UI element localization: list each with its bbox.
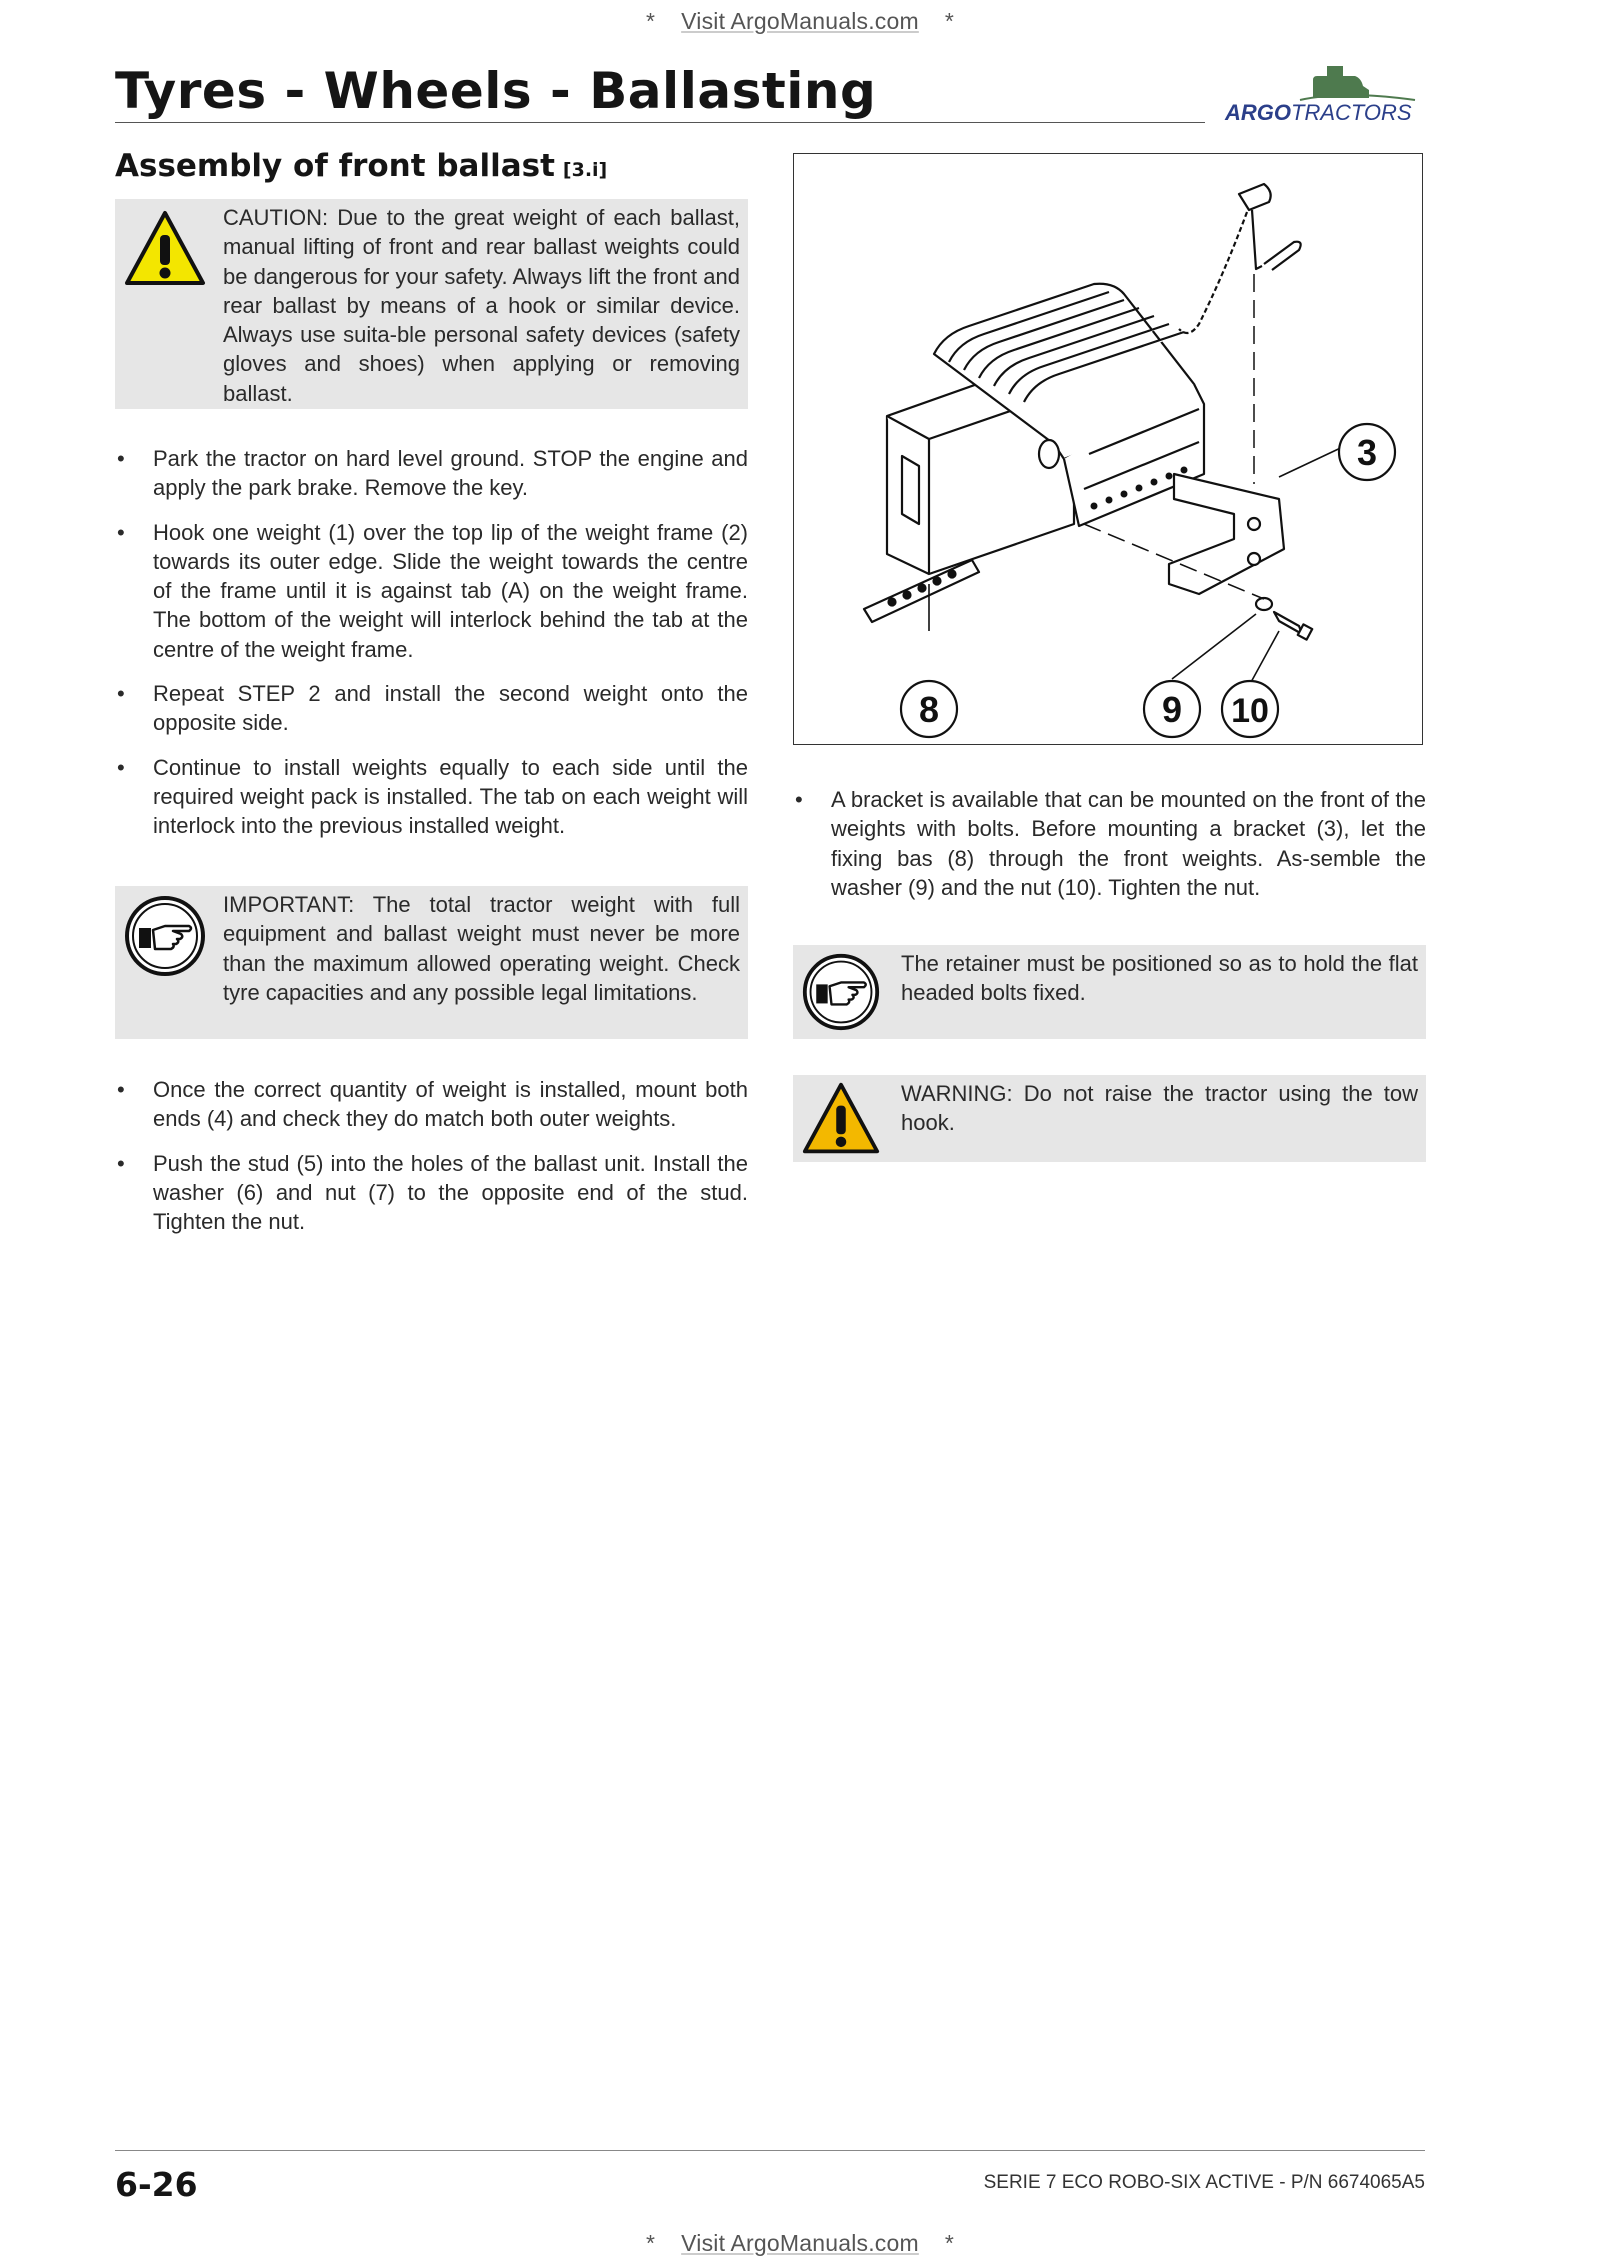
argo-tractors-logo	[1205, 60, 1425, 130]
list-item: • Hook one weight (1) over the top lip of the weight frame (2) towards its outer edge. Slide the weight towards the centre of the frame until it is against tab (A) on the weight frame. The bottom of the weight will interlock behind the tab at the centre of the weight frame.	[115, 518, 748, 664]
callout-8	[901, 681, 957, 737]
watermark-link[interactable]: Visit ArgoManuals.com	[681, 2230, 919, 2256]
callout-10	[1222, 681, 1278, 737]
caution-note	[115, 199, 748, 409]
svg-text:10: 10	[1231, 692, 1269, 730]
list-item: • Push the stud (5) into the holes of the ballast unit. Install the washer (6) and nut (7) to the opposite end of the stud. Tighten the nut.	[115, 1149, 748, 1237]
important-note	[115, 886, 748, 1039]
list-item: • A bracket is available that can be mounted on the front of the weights with bolts. Before mounting a bracket (3), let the fixing bas (8) through the front weights. As-semble the washer (9) and the nut (10). Tighten the nut.	[793, 785, 1426, 902]
list-item: • Once the correct quantity of weight is installed, mount both ends (4) and check they do match both outer weights.	[115, 1075, 748, 1134]
svg-text:3: 3	[1356, 432, 1378, 473]
page-number: 6-26	[115, 2165, 198, 2204]
retainer-text: The retainer must be positioned so as to hold the flat headed bolts fixed.	[901, 951, 1418, 1006]
tractor-cab-icon	[1205, 60, 1425, 105]
title-divider	[115, 122, 1205, 123]
section-ref: [3.i]	[562, 159, 608, 181]
watermark-top: * Visit ArgoManuals.com *	[645, 8, 955, 34]
pointing-hand-icon	[801, 952, 881, 1032]
warning-note	[793, 1075, 1426, 1162]
ballast-figure	[793, 153, 1423, 745]
callout-9	[1144, 681, 1200, 737]
list-item: • Park the tractor on hard level ground. STOP the engine and apply the park brake. Remove the key.	[115, 444, 748, 503]
document-reference: SERIE 7 ECO ROBO-SIX ACTIVE - P/N 6674065A5	[983, 2172, 1425, 2193]
svg-text:9: 9	[1161, 689, 1183, 730]
callout-3	[1339, 424, 1395, 480]
watermark-link[interactable]: Visit ArgoManuals.com	[681, 8, 919, 34]
list-item: • Continue to install weights equally to each side until the required weight pack is installed. The tab on each weight will interlock into the previous installed weight.	[115, 753, 748, 841]
logo-text: ARGOTRACTORS	[1225, 100, 1412, 125]
important-text: IMPORTANT: The total tractor weight with full equipment and ballast weight must never be more than the maximum allowed operating weight. Check tyre capacities and any possible legal limitations.	[223, 892, 740, 1005]
retainer-note	[793, 945, 1426, 1039]
caution-text: CAUTION: Due to the great weight of each ballast, manual lifting of front and rear ballast weights could be dangerous for your safety. Always lift the front and rear ballast by means of a hook or similar device. Always use suita-ble personal safety devices (safety gloves and shoes) when applying or removing ballast.	[223, 205, 740, 406]
page-title: Tyres - Wheels - Ballasting	[115, 62, 877, 120]
warning-triangle-icon	[123, 207, 207, 291]
list-item: • Repeat STEP 2 and install the second weight onto the opposite side.	[115, 679, 748, 738]
step-list	[115, 444, 748, 856]
front-ballast-illustration	[794, 154, 1421, 743]
warning-text: WARNING: Do not raise the tractor using the tow hook.	[901, 1081, 1418, 1136]
step-list	[793, 785, 1426, 917]
warning-triangle-icon	[801, 1079, 881, 1159]
footer-divider	[115, 2150, 1425, 2151]
svg-text:8: 8	[918, 689, 940, 730]
watermark-bottom: * Visit ArgoManuals.com *	[645, 2230, 955, 2256]
section-heading: Assembly of front ballast [3.i]	[115, 148, 608, 184]
step-list	[115, 1075, 748, 1251]
pointing-hand-icon	[123, 894, 207, 978]
